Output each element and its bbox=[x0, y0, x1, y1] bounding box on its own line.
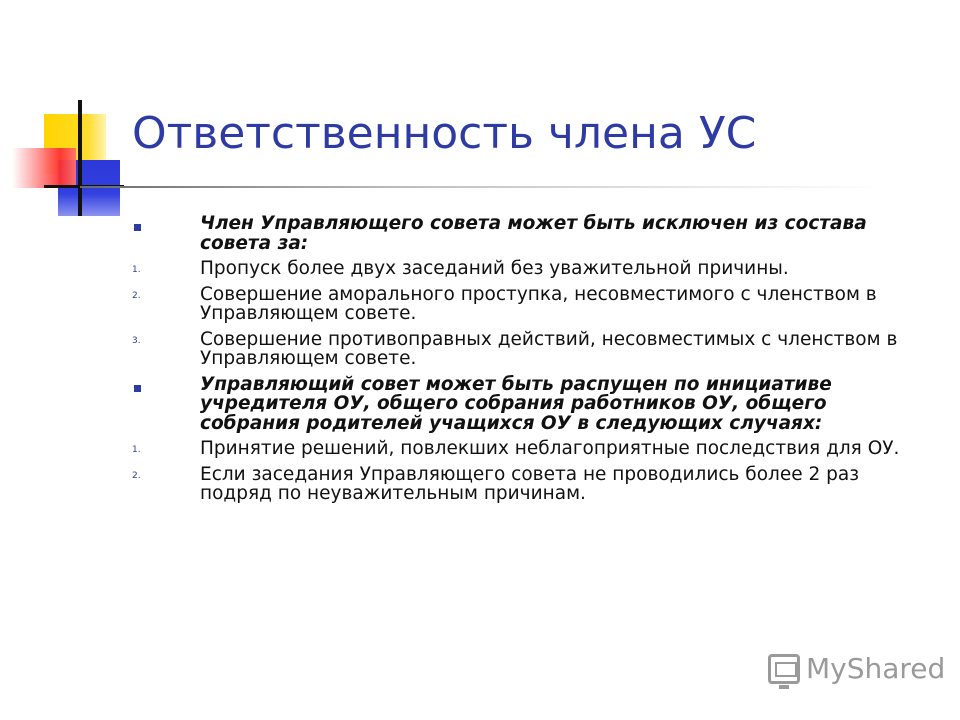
title-underline-rule bbox=[80, 186, 890, 188]
square-bullet-icon bbox=[134, 385, 141, 392]
item-number: 2. bbox=[132, 290, 141, 301]
numbered-item-text: Совершение аморального проступка, несовместимого с членством в Управляющем совете. bbox=[200, 283, 877, 324]
slide-title: Ответственность члена УС bbox=[132, 108, 757, 159]
watermark-text: MyShared bbox=[806, 652, 946, 685]
watermark bbox=[768, 652, 945, 685]
numbered-item-text: Пропуск более двух заседаний без уважительной причины. bbox=[200, 258, 789, 279]
item-number: 3. bbox=[132, 335, 141, 346]
numbered-item bbox=[130, 439, 930, 459]
numbered-item-text: Принятие решений, повлекших неблагоприятные последствия для ОУ. bbox=[200, 438, 900, 459]
numbered-item-text: Совершение противоправных действий, несовместимых с членством в Управляющем совете. bbox=[200, 328, 898, 369]
numbered-item bbox=[130, 465, 930, 504]
bullet-item-2 bbox=[130, 375, 930, 434]
decor-red-bar bbox=[12, 148, 76, 188]
numbered-item bbox=[130, 330, 930, 369]
decor-vertical-line bbox=[78, 100, 82, 216]
item-number: 2. bbox=[132, 470, 141, 481]
numbered-item bbox=[130, 259, 930, 279]
item-number: 1. bbox=[132, 265, 141, 275]
bullet-item-text: Член Управляющего совета может быть исключен из состава совета за: bbox=[200, 213, 867, 254]
bullet-item-1 bbox=[130, 214, 930, 253]
slide-content bbox=[130, 214, 930, 510]
numbered-item-text: Если заседания Управляющего совета не проводились более 2 раз подряд по неуважительным причинам. bbox=[200, 463, 860, 504]
presentation-board-icon bbox=[768, 654, 800, 684]
bullet-item-text: Управляющий совет может быть распущен по инициативе учредителя ОУ, общего собрания работников ОУ, общего собрания родителей учащихся ОУ в следующих случаях: bbox=[200, 373, 832, 434]
numbered-item bbox=[130, 285, 930, 324]
item-number: 1. bbox=[132, 445, 141, 455]
square-bullet-icon bbox=[134, 224, 141, 231]
